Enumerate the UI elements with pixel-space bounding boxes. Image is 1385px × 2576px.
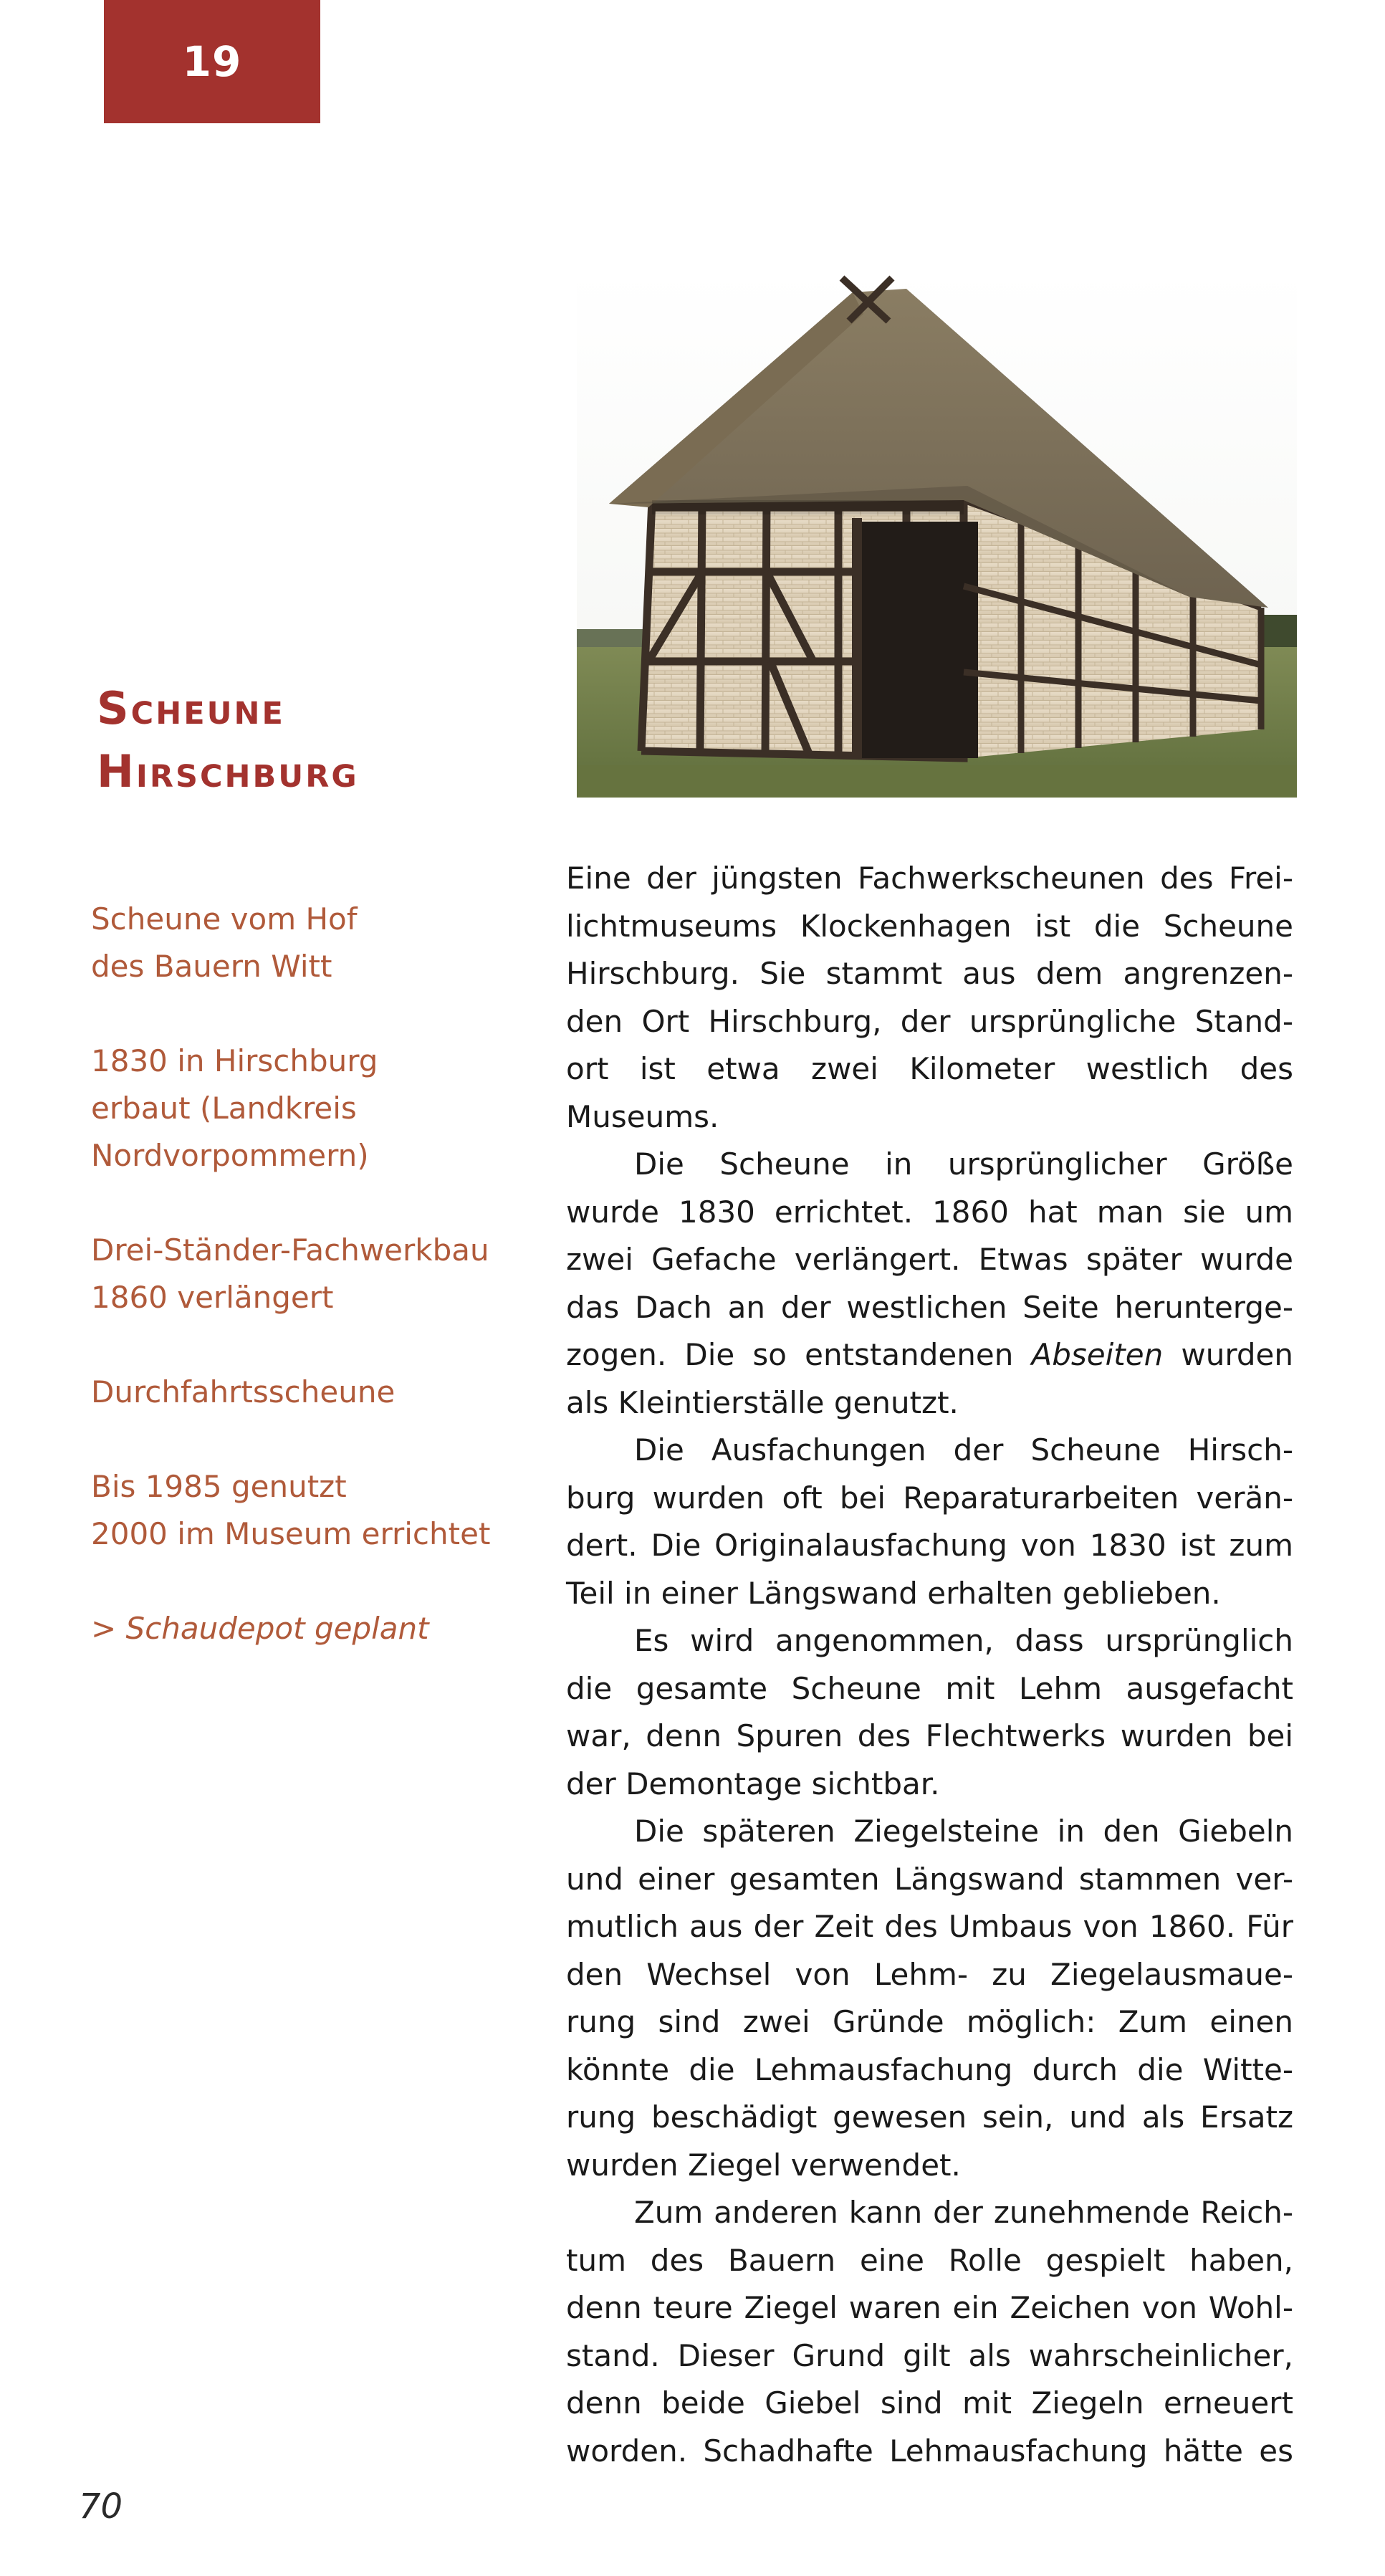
text-line: das Dach an der westlichen Seite herunterge- bbox=[566, 1289, 1293, 1325]
fact-line: Scheune vom Hof bbox=[91, 901, 358, 937]
paragraph-2 bbox=[566, 1141, 1293, 1427]
body-text bbox=[566, 855, 1293, 2475]
fact-line: Bis 1985 genutzt bbox=[91, 1469, 347, 1504]
text-line: burg wurden oft bei Reparaturarbeiten verän- bbox=[566, 1480, 1293, 1516]
text-fragment: wurden bbox=[1181, 1337, 1294, 1372]
fact-line: erbaut (Landkreis bbox=[91, 1091, 357, 1126]
text-line: die gesamte Scheune mit Lehm ausgefacht bbox=[566, 1670, 1293, 1706]
emphasis-abseiten: Abseiten bbox=[1031, 1337, 1164, 1372]
paragraph-5 bbox=[566, 1808, 1293, 2189]
fact-line: 1860 verlängert bbox=[91, 1280, 334, 1315]
text-line: Die Scheune in ursprünglicher Größe bbox=[634, 1146, 1293, 1182]
fact-line: Drei-Ständer-Fachwerkbau bbox=[91, 1232, 489, 1268]
fact-line: Durchfahrtsscheune bbox=[91, 1374, 396, 1409]
text-line: wurden Ziegel verwendet. bbox=[566, 2147, 961, 2183]
section-number: 19 bbox=[182, 37, 242, 86]
text-line: könnte die Lehmausfachung durch die Witte- bbox=[566, 2051, 1293, 2087]
page-title bbox=[97, 677, 359, 803]
fact-line: > Schaudepot geplant bbox=[91, 1611, 429, 1646]
section-number-badge bbox=[104, 0, 320, 123]
text-line: mutlich aus der Zeit des Umbaus von 1860. Für bbox=[566, 1909, 1293, 1944]
text-line: Hirschburg. Sie stammt aus dem angrenzen- bbox=[566, 956, 1293, 991]
fact-construction bbox=[91, 1227, 535, 1321]
text-line: Die Ausfachungen der Scheune Hirsch- bbox=[634, 1432, 1293, 1467]
paragraph-3 bbox=[566, 1427, 1293, 1617]
text-line: worden. Schadhafte Lehmausfachung hätte es bbox=[566, 2433, 1293, 2469]
text-line: Teil in einer Längswand erhalten geblieben. bbox=[566, 1575, 1221, 1611]
text-line: dert. Die Originalausfachung von 1830 ist zum bbox=[566, 1528, 1293, 1563]
fact-line: des Bauern Witt bbox=[91, 949, 332, 984]
text-line-with-emphasis bbox=[566, 1331, 1293, 1379]
title-line-1: Scheune bbox=[97, 682, 285, 734]
text-line: lichtmuseums Klockenhagen ist die Scheune bbox=[566, 908, 1293, 944]
paragraph-4 bbox=[566, 1617, 1293, 1808]
text-line: Es wird angenommen, dass ursprünglich bbox=[634, 1623, 1293, 1658]
text-line: war, denn Spuren des Flechtwerks wurden bei bbox=[566, 1718, 1293, 1753]
title-line-2: Hirschburg bbox=[97, 745, 359, 798]
text-line: Zum anderen kann der zunehmende Reich- bbox=[634, 2195, 1293, 2230]
facts-sidebar bbox=[91, 896, 535, 1652]
text-line: Museums. bbox=[566, 1098, 719, 1134]
text-line: rung beschädigt gewesen sein, und als Ersatz bbox=[566, 2099, 1293, 2135]
page-number: 70 bbox=[79, 2486, 123, 2527]
paragraph-1 bbox=[566, 855, 1293, 1141]
fact-line: 1830 in Hirschburg bbox=[91, 1043, 378, 1078]
text-line: und einer gesamten Längswand stammen ver- bbox=[566, 1861, 1293, 1897]
text-line: denn beide Giebel sind mit Ziegeln erneuert bbox=[566, 2385, 1293, 2421]
text-line: der Demontage sichtbar. bbox=[566, 1766, 940, 1801]
text-line: den Wechsel von Lehm- zu Ziegelausmaue- bbox=[566, 1956, 1293, 1992]
text-line: tum des Bauern eine Rolle gespielt haben, bbox=[566, 2242, 1293, 2278]
text-line: rung sind zwei Gründe möglich: Zum einen bbox=[566, 2004, 1293, 2039]
fact-built bbox=[91, 1038, 535, 1179]
text-line: zwei Gefache verlängert. Etwas später wurde bbox=[566, 1242, 1293, 1277]
fact-usage bbox=[91, 1463, 535, 1558]
text-line: Die späteren Ziegelsteine in den Giebeln bbox=[634, 1814, 1293, 1849]
text-fragment: zogen. Die so entstandenen bbox=[566, 1337, 1014, 1372]
paragraph-6 bbox=[566, 2189, 1293, 2475]
text-line: ort ist etwa zwei Kilometer westlich des bbox=[566, 1051, 1293, 1086]
text-line: den Ort Hirschburg, der ursprüngliche Stand- bbox=[566, 1003, 1293, 1039]
fact-type bbox=[91, 1369, 535, 1416]
fact-origin bbox=[91, 896, 535, 990]
text-line: wurde 1830 errichtet. 1860 hat man sie um bbox=[566, 1194, 1293, 1230]
text-line: als Kleintierställe genutzt. bbox=[566, 1384, 959, 1420]
fact-schaudepot-link[interactable] bbox=[91, 1605, 535, 1652]
barn-photo bbox=[577, 271, 1297, 798]
text-line: denn teure Ziegel waren ein Zeichen von Wohl- bbox=[566, 2290, 1293, 2325]
text-line: Eine der jüngsten Fachwerkscheunen des Frei- bbox=[566, 861, 1293, 896]
text-line: stand. Dieser Grund gilt als wahrscheinlicher, bbox=[566, 2337, 1293, 2373]
fact-line: 2000 im Museum errichtet bbox=[91, 1516, 491, 1551]
fact-line: Nordvorpommern) bbox=[91, 1138, 369, 1173]
